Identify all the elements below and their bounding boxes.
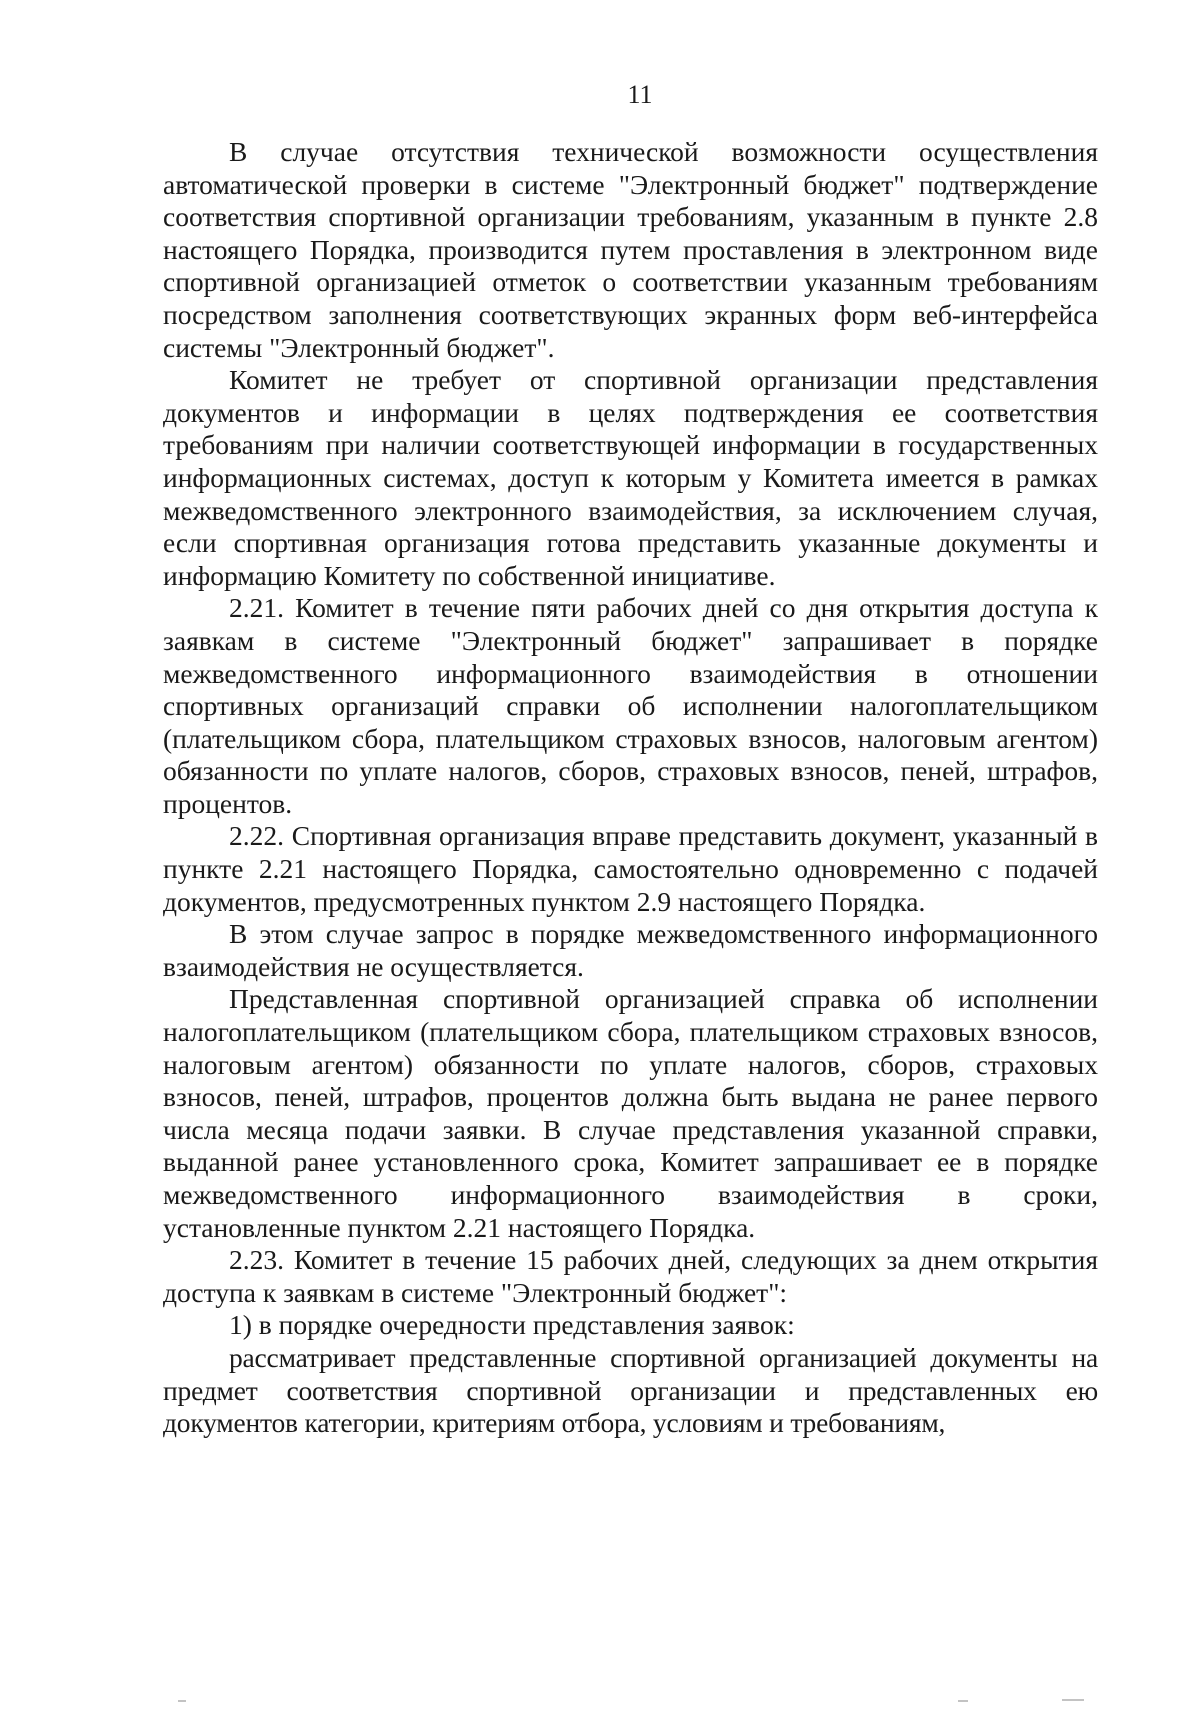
paragraph-committee-documents: Комитет не требует от спортивной организации представления документов и информации в целях подтверждения ее соответствия требованиям при наличии соответствующей информации в государственных информационных системах, доступ к которым у Комитета имеется в рамках межведомственного электронного взаимодействия, за исключением случая, если спортивная организация готова представить указанные документы и информацию Комитету по собственной инициативе. <box>163 364 1098 591</box>
document-body <box>163 136 1098 1440</box>
paragraph-2-21: 2.21. Комитет в течение пяти рабочих дней со дня открытия доступа к заявкам в системе "Электронный бюджет" запрашивает в порядке межведомственного информационного взаимодействия в отношении спортивных организаций справки об исполнении налогоплательщиком (плательщиком сбора, плательщиком страховых взносов, налоговым агентом) обязанности по уплате налогов, сборов, страховых взносов, пеней, штрафов, процентов. <box>163 592 1098 819</box>
scan-artifact <box>1062 1699 1084 1701</box>
paragraph-reviews-documents: рассматривает представленные спортивной организацией документы на предмет соответствия спортивной организации и представленных ею документов категории, критериям отбора, условиям и требованиям, <box>163 1341 1098 1439</box>
paragraph-tax-certificate: Представленная спортивной организацией справка об исполнении налогоплательщиком (плательщиком сбора, плательщиком страховых взносов, налоговым агентом) обязанности по уплате налогов, сборов, страховых взносов, пеней, штрафов, процентов должна быть выдана не ранее первого числа месяца подачи заявки. В случае представления указанной справки, выданной ранее установленного срока, Комитет запрашивает ее в порядке межведомственного информационного взаимодействия в сроки, установленные пунктом 2.21 настоящего Порядка. <box>163 983 1098 1243</box>
paragraph-technical-check: В случае отсутствия технической возможности осуществления автоматической проверки в системе "Электронный бюджет" подтверждение соответствия спортивной организации требованиям, указанным в пункте 2.8 настоящего Порядка, производится путем проставления в электронном виде спортивной организацией отметок о соответствии указанным требованиям посредством заполнения соответствующих экранных форм веб-интерфейса системы "Электронный бюджет". <box>163 136 1098 363</box>
scan-artifact <box>958 1700 968 1702</box>
scan-artifact <box>178 1700 186 1702</box>
paragraph-2-22: 2.22. Спортивная организация вправе представить документ, указанный в пункте 2.21 настоящего Порядка, самостоятельно одновременно с подачей документов, предусмотренных пунктом 2.9 настоящего Порядка. <box>163 820 1098 917</box>
paragraph-item-1: 1) в порядке очередности представления заявок: <box>229 1309 795 1341</box>
paragraph-request-not-performed: В этом случае запрос в порядке межведомственного информационного взаимодействия не осуществляется. <box>163 918 1098 982</box>
paragraph-2-23: 2.23. Комитет в течение 15 рабочих дней, следующих за днем открытия доступа к заявкам в системе "Электронный бюджет": <box>163 1244 1098 1308</box>
page-number: 11 <box>627 80 653 109</box>
